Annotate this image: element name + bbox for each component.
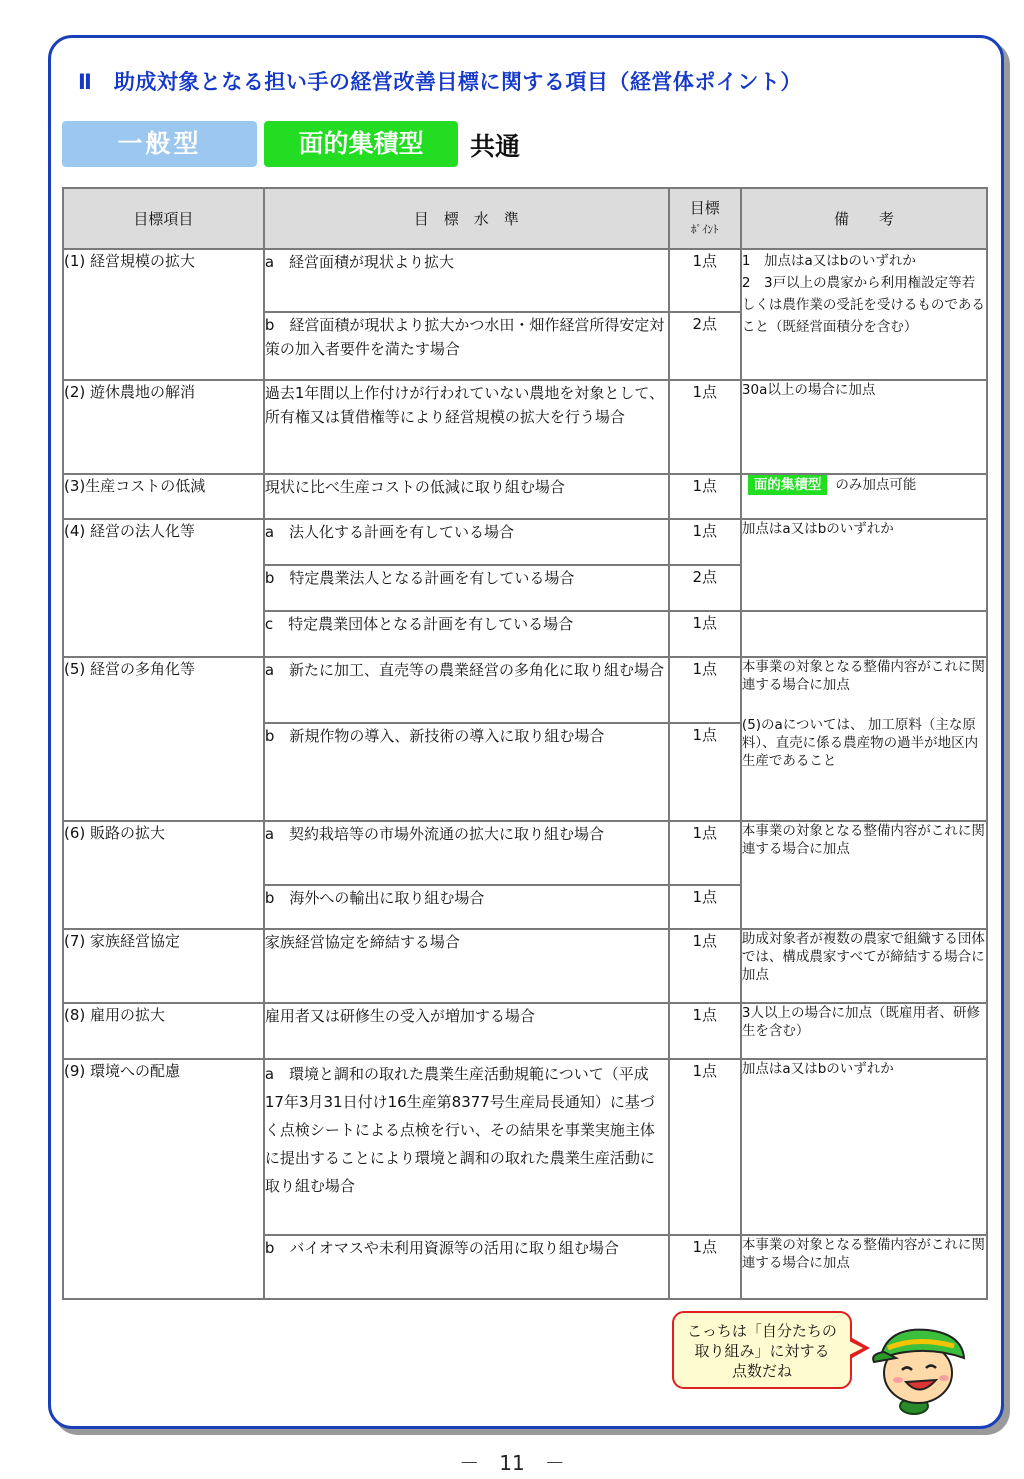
table-row bbox=[63, 657, 987, 723]
bubble-line-2: 取り組み」に対する bbox=[694, 1342, 830, 1360]
row-item-7: (7) 家族経営協定 bbox=[63, 929, 264, 1003]
row-point: 1点 bbox=[669, 380, 741, 474]
row-standard: b 特定農業法人となる計画を有している場合 bbox=[264, 565, 669, 611]
row-point: 1点 bbox=[669, 885, 741, 929]
row-item-9: (9) 環境への配慮 bbox=[63, 1059, 264, 1299]
table-row bbox=[63, 1059, 987, 1235]
row-note bbox=[741, 474, 987, 519]
row-standard: b 新規作物の導入、新技術の導入に取り組む場合 bbox=[264, 723, 669, 821]
bubble-line-1: こっちは「自分たちの bbox=[687, 1322, 837, 1340]
row-item-6: (6) 販路の拡大 bbox=[63, 821, 264, 929]
row-item-4: (4) 経営の法人化等 bbox=[63, 519, 264, 657]
header-notes: 備 考 bbox=[741, 188, 987, 249]
row-standard: a 新たに加工、直売等の農業経営の多角化に取り組む場合 bbox=[264, 657, 669, 723]
row-standard: b バイオマスや未利用資源等の活用に取り組む場合 bbox=[264, 1235, 669, 1299]
row-item-8: (8) 雇用の拡大 bbox=[63, 1003, 264, 1059]
row-point: 1点 bbox=[669, 1059, 741, 1235]
row-point: 1点 bbox=[669, 611, 741, 657]
row-note: 加点はa又はbのいずれか bbox=[741, 519, 987, 611]
speech-bubble bbox=[672, 1311, 852, 1389]
row-point: 1点 bbox=[669, 249, 741, 312]
row-standard: a 経営面積が現状より拡大 bbox=[264, 249, 669, 312]
row-item-1: (1) 経営規模の拡大 bbox=[63, 249, 264, 380]
table-header-row bbox=[63, 188, 987, 249]
points-table bbox=[62, 187, 988, 1300]
header-point bbox=[669, 188, 741, 249]
row-item-2: (2) 遊休農地の解消 bbox=[63, 380, 264, 474]
row-point: 1点 bbox=[669, 1235, 741, 1299]
tag-area-type: 面的集積型 bbox=[264, 121, 458, 167]
header-standard: 目 標 水 準 bbox=[264, 188, 669, 249]
table-row bbox=[63, 249, 987, 312]
table-row bbox=[63, 821, 987, 885]
row-note: 3人以上の場合に加点（既雇用者、研修生を含む） bbox=[741, 1003, 987, 1059]
tag-common: 共通 bbox=[470, 132, 521, 161]
table-row bbox=[63, 1003, 987, 1059]
row-standard: a 法人化する計画を有している場合 bbox=[264, 519, 669, 565]
bubble-line-3: 点数だね bbox=[731, 1362, 792, 1380]
row-standard: c 特定農業団体となる計画を有している場合 bbox=[264, 611, 669, 657]
row-note bbox=[741, 657, 987, 821]
row-point: 2点 bbox=[669, 565, 741, 611]
row-point: 2点 bbox=[669, 312, 741, 380]
row-standard: 現状に比べ生産コストの低減に取り組む場合 bbox=[264, 474, 669, 519]
row-note: 加点はa又はbのいずれか bbox=[741, 1059, 987, 1235]
header-point-bottom: ﾎﾟｲﾝﾄ bbox=[691, 222, 719, 236]
row-standard: a 環境と調和の取れた農業生産活動規範について（平成17年3月31日付け16生産第8377号生産局長通知）に基づく点検シートによる点検を行い、その結果を事業実施主体に提出することにより環境と調和の取れた農業生産活動に取り組む場合 bbox=[264, 1059, 669, 1235]
row-note: 助成対象者が複数の農家で組織する団体では、構成農家すべてが締結する場合に加点 bbox=[741, 929, 987, 1003]
row-point: 1点 bbox=[669, 821, 741, 885]
mascot-farmer-icon bbox=[866, 1318, 976, 1418]
table-row bbox=[63, 929, 987, 1003]
row-point: 1点 bbox=[669, 657, 741, 723]
row-note-empty bbox=[741, 611, 987, 657]
tag-general-type: 一般型 bbox=[62, 121, 257, 167]
row-point: 1点 bbox=[669, 474, 741, 519]
row-standard: 過去1年間以上作付けが行われていない農地を対象として、所有権又は賃借権等により経営規模の拡大を行う場合 bbox=[264, 380, 669, 474]
row-standard: b 経営面積が現状より拡大かつ水田・畑作経営所得安定対策の加入者要件を満たす場合 bbox=[264, 312, 669, 380]
row-standard: 家族経営協定を締結する場合 bbox=[264, 929, 669, 1003]
row-note-b: (5)のaについては、 加工原料（主な原料）、直売に係る農産物の過半が地区内生産であること bbox=[741, 717, 979, 769]
header-item: 目標項目 bbox=[63, 188, 264, 249]
row-standard: a 契約栽培等の市場外流通の拡大に取り組む場合 bbox=[264, 821, 669, 885]
row-note: 本事業の対象となる整備内容がこれに関連する場合に加点 bbox=[741, 821, 987, 929]
row-standard: 雇用者又は研修生の受入が増加する場合 bbox=[264, 1003, 669, 1059]
row-note-a: 本事業の対象となる整備内容がこれに関連する場合に加点 bbox=[741, 659, 985, 693]
area-type-mini-tag: 面的集積型 bbox=[748, 475, 828, 495]
table-row bbox=[63, 380, 987, 474]
row-point: 1点 bbox=[669, 1003, 741, 1059]
row-note: 1 加点はa又はbのいずれか 2 3戸以上の農家から利用権設定等若しくは農作業の受託を受けるものであること（既経営面積分を含む） bbox=[741, 249, 987, 380]
row-item-3: (3)生産コストの低減 bbox=[63, 474, 264, 519]
table-row bbox=[63, 474, 987, 519]
page-number: － 11 － bbox=[459, 1451, 565, 1475]
row-standard: b 海外への輸出に取り組む場合 bbox=[264, 885, 669, 929]
row-note-text: のみ加点可能 bbox=[835, 477, 917, 493]
bubble-tail-inner bbox=[849, 1341, 863, 1355]
row-note: 本事業の対象となる整備内容がこれに関連する場合に加点 bbox=[741, 1235, 987, 1299]
row-point: 1点 bbox=[669, 929, 741, 1003]
row-point: 1点 bbox=[669, 723, 741, 821]
section-title: Ⅱ 助成対象となる担い手の経営改善目標に関する項目（経営体ポイント） bbox=[78, 70, 802, 94]
row-point: 1点 bbox=[669, 519, 741, 565]
header-point-top: 目標 bbox=[689, 198, 720, 217]
row-item-5: (5) 経営の多角化等 bbox=[63, 657, 264, 821]
table-row bbox=[63, 519, 987, 565]
row-note: 30a以上の場合に加点 bbox=[741, 380, 987, 474]
